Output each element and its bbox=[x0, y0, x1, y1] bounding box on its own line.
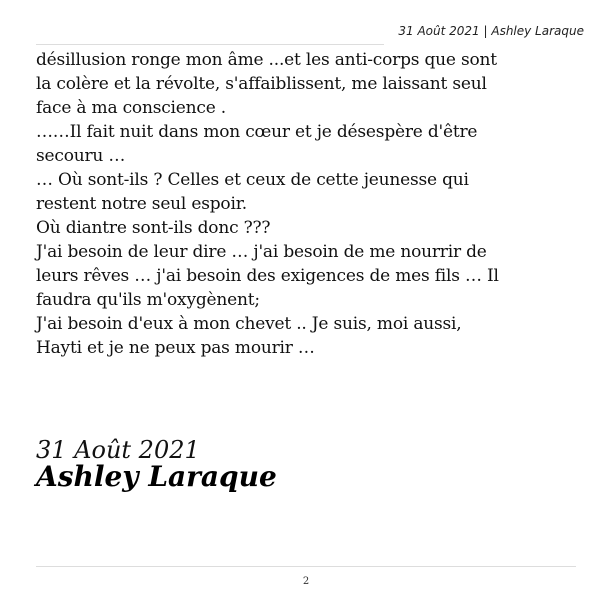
body-line: … Où sont-ils ? Celles et ceux de cette jeunesse qui bbox=[36, 170, 469, 190]
body-line: la colère et la révolte, s'affaiblissent, me laissant seul bbox=[36, 74, 487, 94]
body-line: ……Il fait nuit dans mon cœur et je désespère d'être bbox=[36, 122, 478, 142]
body-line: secouru … bbox=[36, 146, 126, 166]
running-header: 31 Août 2021 | Ashley Laraque bbox=[398, 24, 584, 38]
body-line: face à ma conscience . bbox=[36, 98, 226, 118]
body-line: désillusion ronge mon âme ...et les anti-corps que sont bbox=[36, 50, 497, 70]
body-text bbox=[36, 48, 584, 360]
header-rule bbox=[36, 44, 384, 45]
footer-rule bbox=[36, 566, 576, 567]
signature-name: Ashley Laraque bbox=[36, 460, 277, 493]
body-line: Hayti et je ne peux pas mourir … bbox=[36, 338, 315, 358]
body-line: faudra qu'ils m'oxygènent; bbox=[36, 290, 260, 310]
body-line: Où diantre sont-ils donc ??? bbox=[36, 218, 271, 238]
page-number: 2 bbox=[302, 576, 310, 587]
body-line: restent notre seul espoir. bbox=[36, 194, 247, 214]
body-line: J'ai besoin d'eux à mon chevet .. Je suis, moi aussi, bbox=[36, 314, 462, 334]
signature-date: 31 Août 2021 bbox=[36, 436, 200, 464]
body-line: J'ai besoin de leur dire … j'ai besoin de me nourrir de bbox=[36, 242, 487, 262]
body-line: leurs rêves … j'ai besoin des exigences de mes fils … Il bbox=[36, 266, 499, 286]
